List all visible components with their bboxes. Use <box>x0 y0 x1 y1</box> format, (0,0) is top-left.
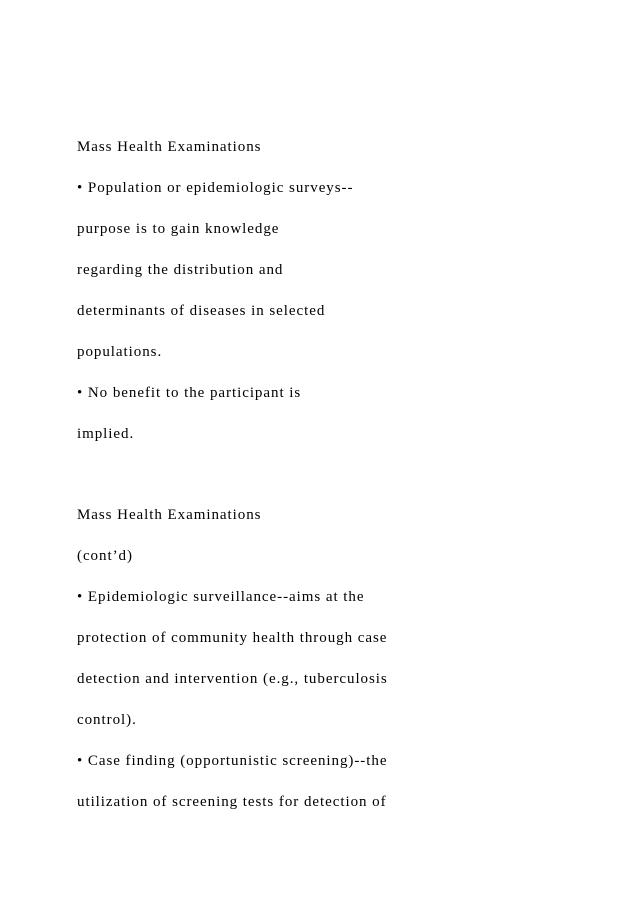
text-line: • No benefit to the participant is <box>77 385 302 401</box>
text-line: protection of community health through case <box>77 630 388 646</box>
section-heading-continued: (cont’d) <box>77 548 133 564</box>
section-heading: Mass Health Examinations <box>77 139 262 155</box>
text-line: control). <box>77 712 137 728</box>
text-line: • Population or epidemiologic surveys-- <box>77 180 354 196</box>
text-line: purpose is to gain knowledge <box>77 221 280 237</box>
text-line: implied. <box>77 426 135 442</box>
text-line: regarding the distribution and <box>77 262 284 278</box>
text-line: • Case finding (opportunistic screening)--the <box>77 753 388 769</box>
text-line: determinants of diseases in selected <box>77 303 326 319</box>
text-line: detection and intervention (e.g., tuberculosis <box>77 671 388 687</box>
text-line: • Epidemiologic surveillance--aims at the <box>77 589 365 605</box>
text-line: utilization of screening tests for detection of <box>77 794 387 810</box>
text-line: populations. <box>77 344 163 360</box>
section-heading: Mass Health Examinations <box>77 507 262 523</box>
